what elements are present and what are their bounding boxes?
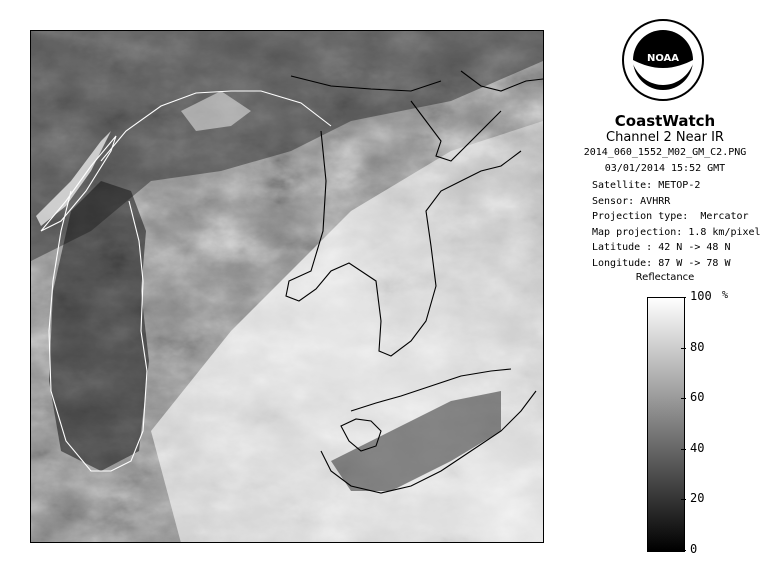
tick-label: 0 [690, 542, 698, 556]
reflectance-colorbar [647, 297, 685, 552]
satellite-image-canvas [31, 31, 543, 542]
tick-mark [681, 348, 686, 349]
metadata-list [592, 178, 761, 271]
tick-label: 80 [690, 340, 705, 354]
tick-label: 100 [690, 289, 712, 303]
sensor-info: Sensor: AVHRR [592, 195, 671, 207]
tick-label: 40 [690, 441, 705, 455]
legend-title: Reflectance [635, 272, 695, 283]
tick-mark [681, 449, 686, 450]
tick-label: 60 [690, 390, 705, 404]
projection-type-info: Projection type: Mercator [592, 211, 749, 222]
noaa-logo-text: NOAA [646, 53, 680, 64]
tick-mark [681, 499, 686, 500]
map-projection-info: Map projection: 1.8 km/pixel [592, 226, 761, 238]
tick-label: 20 [690, 491, 705, 505]
noaa-logo-icon [621, 18, 705, 102]
info-panel [548, 0, 782, 572]
datetime: 03/01/2014 15:52 GMT [604, 163, 726, 174]
filename: 2014_060_1552_M02_GM_C2.PNG [583, 147, 747, 158]
tick-mark [681, 550, 686, 551]
satellite-image [30, 30, 544, 543]
latitude-info: Latitude : 42 N -> 48 N [592, 242, 731, 253]
brand-title: CoastWatch [614, 112, 716, 130]
legend-unit: % [722, 290, 729, 301]
satellite-info: Satellite: METOP-2 [592, 180, 701, 191]
channel-title: Channel 2 Near IR [606, 130, 724, 145]
tick-mark [681, 297, 686, 298]
longitude-info: Longitude: 87 W -> 78 W [592, 257, 731, 269]
tick-mark [681, 398, 686, 399]
